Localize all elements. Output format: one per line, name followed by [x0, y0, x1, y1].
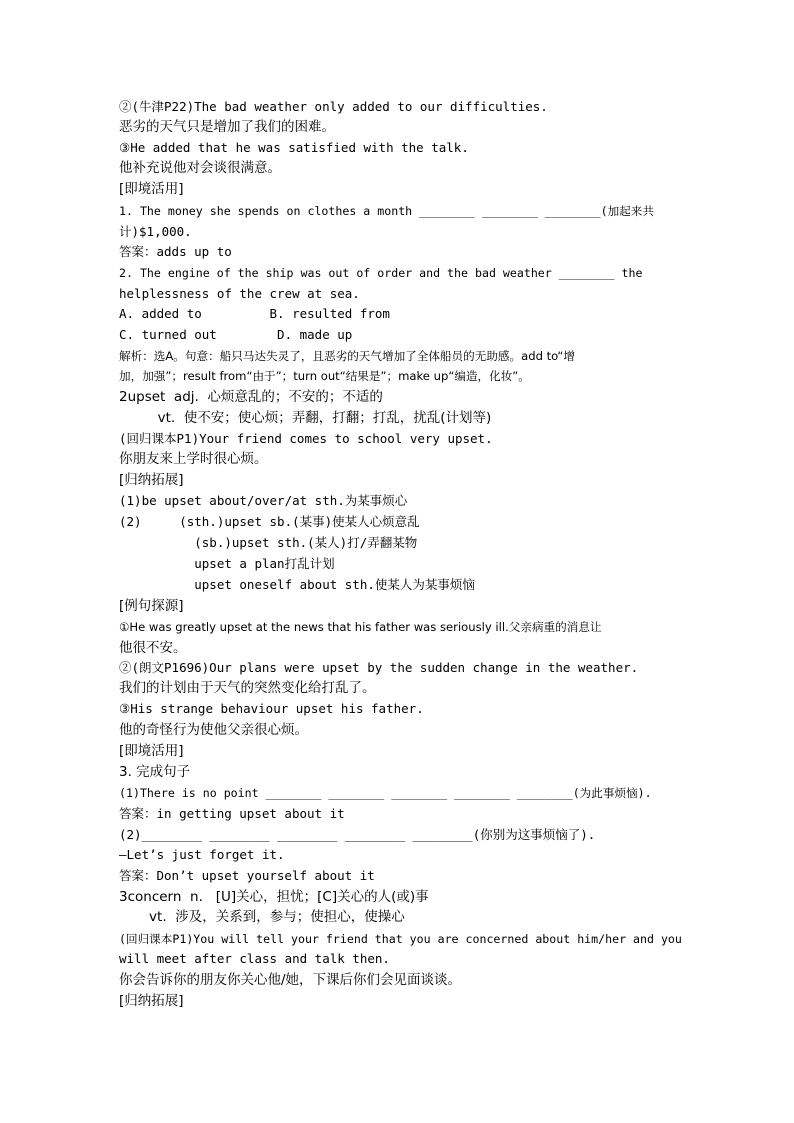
text-line: upset oneself about sth.使某人为某事烦恼 [119, 577, 475, 592]
text-line: ③His strange behaviour upset his father. [119, 701, 424, 716]
text-line: —Let’s just forget it. [119, 847, 285, 862]
question-line: 2. The engine of the ship was out of order and the bad weather ________ the [119, 266, 643, 280]
section-heading: [归纳拓展] [119, 472, 184, 488]
text-line: 他的奇怪行为使他父亲很心烦。 [119, 722, 308, 738]
explanation-line: 解析：选A。句意：船只马达失灵了，且恶劣的天气增加了全体船员的无助感。add to“增 [119, 349, 576, 363]
text-line: 计)$1,000. [119, 224, 192, 239]
vocab-entry: vt. 使不安；使心烦；弄翻，打翻；打乱，扰乱(计划等) [119, 410, 492, 426]
text-line: 恶劣的天气只是增加了我们的困难。 [119, 119, 335, 135]
answer-line: 答案：in getting upset about it [119, 806, 345, 821]
section-heading: [即境活用] [119, 181, 184, 197]
text-line: (sb.)upset sth.(某人)打/弄翻某物 [119, 535, 418, 550]
section-heading: [即境活用] [119, 743, 184, 759]
text-line: ②(朗文P1696)Our plans were upset by the sudden change in the weather. [119, 660, 639, 675]
text-line: 他补充说他对会谈很满意。 [119, 160, 281, 176]
vocab-entry: 3concern n. [U]关心，担忧；[C]关心的人(或)事 [119, 889, 429, 905]
text-line: will meet after class and talk then. [119, 951, 390, 966]
question-line: 3. 完成句子 [119, 764, 191, 780]
answer-line: 答案：adds up to [119, 244, 232, 259]
answer-line: 答案：Don’t upset yourself about it [119, 868, 375, 883]
text-line: helplessness of the crew at sea. [119, 286, 360, 301]
section-heading: [例句探源] [119, 598, 184, 614]
text-line: 我们的计划由于天气的突然变化给打乱了。 [119, 680, 376, 696]
text-line: (2) (sth.)upset sb.(某事)使某人心烦意乱 [119, 514, 420, 529]
section-heading: [归纳拓展] [119, 993, 184, 1009]
vocab-entry: vt. 涉及，关系到，参与；使担心，使操心 [119, 909, 405, 925]
text-line: ①He was greatly upset at the news that his father was seriously ill.父亲病重的消息让 [119, 620, 602, 634]
question-line: (1)There is no point ________ ________ ________ ________ ________(为此事烦恼). [119, 786, 652, 800]
text-line: upset a plan打乱计划 [119, 556, 335, 571]
option-line: C. turned out D. made up [119, 327, 353, 342]
text-line: 他很不安。 [119, 640, 187, 656]
text-line: (回归课本P1)Your friend comes to school very upset. [119, 431, 493, 446]
question-line: 1. The money she spends on clothes a month ________ ________ ________(加起来共 [119, 204, 654, 218]
text-line: ③He added that he was satisfied with the talk. [119, 140, 469, 155]
question-line: (2)________ ________ ________ ________ ________(你别为这事烦恼了). [119, 827, 596, 842]
text-line: (回归课本P1)You will tell your friend that you are concerned about him/her and you [119, 932, 682, 946]
option-line: A. added to B. resulted from [119, 306, 390, 321]
text-line: ②(牛津P22)The bad weather only added to our difficulties. [119, 99, 548, 114]
text-line: 你会告诉你的朋友你关心他/她，下课后你们会见面谈谈。 [119, 972, 462, 988]
explanation-line: 加，加强”；result from“由于”；turn out“结果是”；make up“编造，化妆”。 [119, 369, 530, 383]
text-line: (1)be upset about/over/at sth.为某事烦心 [119, 493, 408, 508]
vocab-entry: 2upset adj. 心烦意乱的；不安的；不适的 [119, 389, 383, 405]
text-line: 你朋友来上学时很心烦。 [119, 451, 268, 467]
